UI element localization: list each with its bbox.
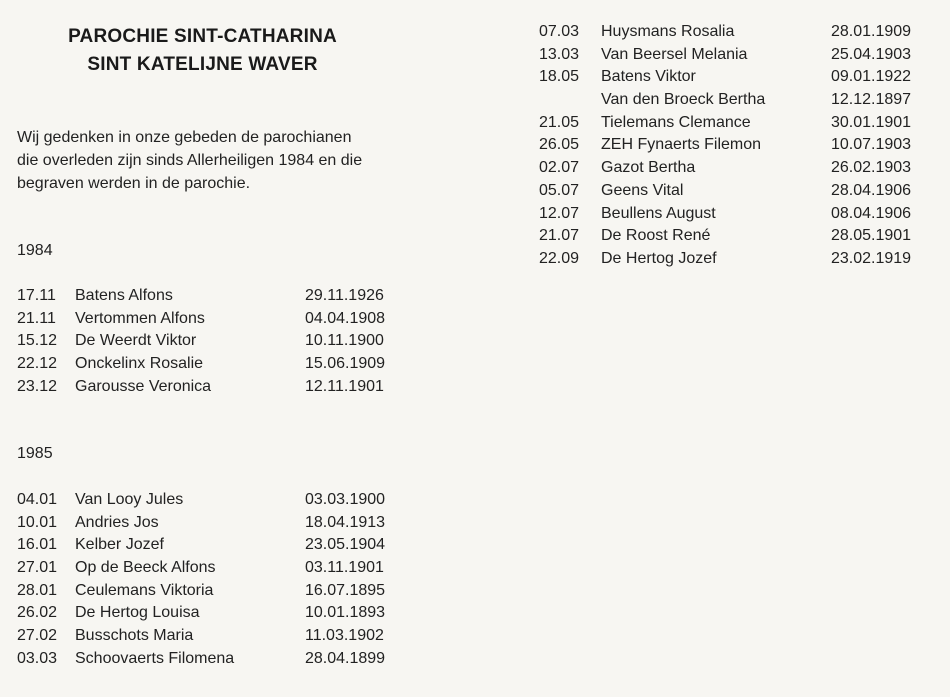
list-item bbox=[17, 625, 397, 648]
list-item bbox=[17, 376, 397, 399]
list-item bbox=[17, 330, 397, 353]
person-name: Garousse Veronica bbox=[75, 377, 212, 395]
list-item bbox=[539, 157, 929, 180]
birth-date: 09.01.1922 bbox=[831, 68, 912, 86]
death-date: 13.03 bbox=[539, 45, 580, 63]
death-date: 05.07 bbox=[539, 181, 580, 199]
person-name: Van den Broeck Bertha bbox=[601, 91, 766, 109]
list-item bbox=[539, 66, 929, 89]
death-date: 27.01 bbox=[17, 559, 58, 577]
death-date: 03.03 bbox=[17, 649, 58, 667]
person-name: Onckelinx Rosalie bbox=[75, 355, 204, 373]
list-item bbox=[539, 225, 929, 248]
intro-line-1: Wij gedenken in onze gebeden de parochianen bbox=[17, 129, 352, 146]
person-name: Schoovaerts Filomena bbox=[75, 649, 235, 667]
list-item bbox=[539, 248, 929, 271]
death-date: 10.01 bbox=[17, 513, 58, 531]
birth-date: 08.04.1906 bbox=[831, 204, 912, 222]
list-item bbox=[539, 21, 929, 44]
page-subtitle: SINT KATELIJNE WAVER bbox=[87, 54, 318, 75]
person-name: Ceulemans Viktoria bbox=[75, 581, 214, 599]
birth-date: 04.04.1908 bbox=[305, 309, 386, 327]
intro-paragraph bbox=[17, 126, 397, 195]
page-title: PAROCHIE SINT-CATHARINA bbox=[68, 26, 337, 47]
birth-date: 03.03.1900 bbox=[305, 491, 386, 508]
list-item bbox=[17, 557, 397, 580]
birth-date: 12.11.1901 bbox=[305, 377, 384, 395]
birth-date: 28.04.1906 bbox=[831, 181, 912, 199]
birth-date: 29.11.1926 bbox=[305, 287, 384, 304]
person-name: Andries Jos bbox=[75, 513, 159, 531]
year-heading-1984: 1984 bbox=[17, 242, 53, 259]
death-date: 21.07 bbox=[539, 227, 580, 245]
list-item bbox=[17, 308, 397, 331]
list-item bbox=[17, 602, 397, 625]
list-continued bbox=[539, 21, 929, 271]
list-1985 bbox=[17, 489, 397, 671]
birth-date: 18.04.1913 bbox=[305, 513, 386, 531]
death-date: 28.01 bbox=[17, 581, 58, 599]
birth-date: 23.02.1919 bbox=[831, 249, 912, 267]
person-name: Vertommen Alfons bbox=[75, 309, 205, 327]
list-item bbox=[539, 44, 929, 67]
person-name: De Weerdt Viktor bbox=[75, 332, 197, 350]
birth-date: 28.04.1899 bbox=[305, 649, 386, 667]
person-name: Van Beersel Melania bbox=[601, 45, 748, 63]
list-item bbox=[539, 89, 929, 112]
birth-date: 15.06.1909 bbox=[305, 355, 386, 373]
birth-date: 03.11.1901 bbox=[305, 559, 384, 577]
birth-date: 25.04.1903 bbox=[831, 45, 912, 63]
person-name: Geens Vital bbox=[601, 181, 684, 199]
list-item bbox=[17, 534, 397, 557]
birth-date: 10.01.1893 bbox=[305, 604, 386, 622]
death-date: 02.07 bbox=[539, 159, 580, 177]
list-item bbox=[17, 353, 397, 376]
birth-date: 26.02.1903 bbox=[831, 159, 912, 177]
death-date: 15.12 bbox=[17, 332, 58, 350]
person-name: Gazot Bertha bbox=[601, 159, 696, 177]
birth-date: 23.05.1904 bbox=[305, 536, 386, 554]
birth-date: 16.07.1895 bbox=[305, 581, 386, 599]
list-item bbox=[539, 203, 929, 226]
death-date: 23.12 bbox=[17, 377, 58, 395]
person-name: Tielemans Clemance bbox=[601, 113, 751, 131]
person-name: ZEH Fynaerts Filemon bbox=[601, 136, 762, 154]
list-item bbox=[17, 285, 397, 308]
list-item bbox=[17, 648, 397, 671]
list-item bbox=[539, 112, 929, 135]
list-1984 bbox=[17, 285, 397, 398]
person-name: Beullens August bbox=[601, 204, 716, 222]
person-name: Batens Viktor bbox=[601, 68, 696, 86]
birth-date: 28.05.1901 bbox=[831, 227, 912, 245]
death-date: 21.05 bbox=[539, 113, 580, 131]
person-name: De Hertog Jozef bbox=[601, 249, 717, 267]
birth-date: 11.03.1902 bbox=[305, 627, 384, 645]
person-name: De Hertog Louisa bbox=[75, 604, 200, 622]
death-date: 26.02 bbox=[17, 604, 58, 622]
death-date: 04.01 bbox=[17, 491, 58, 508]
death-date: 22.12 bbox=[17, 355, 58, 373]
year-heading-1985: 1985 bbox=[17, 445, 53, 462]
person-name: Busschots Maria bbox=[75, 627, 194, 645]
birth-date: 30.01.1901 bbox=[831, 113, 912, 131]
birth-date: 12.12.1897 bbox=[831, 91, 912, 109]
death-date: 27.02 bbox=[17, 627, 58, 645]
person-name: Van Looy Jules bbox=[75, 491, 184, 508]
death-date: 22.09 bbox=[539, 249, 580, 267]
person-name: Batens Alfons bbox=[75, 287, 173, 304]
death-date: 17.11 bbox=[17, 287, 56, 304]
person-name: Huysmans Rosalia bbox=[601, 23, 735, 40]
intro-line-3: begraven werden in de parochie. bbox=[17, 175, 251, 192]
death-date: 16.01 bbox=[17, 536, 58, 554]
list-item bbox=[17, 489, 397, 512]
list-item bbox=[17, 512, 397, 535]
death-date: 12.07 bbox=[539, 204, 580, 222]
death-date: 07.03 bbox=[539, 23, 580, 40]
list-item bbox=[539, 180, 929, 203]
person-name: Kelber Jozef bbox=[75, 536, 164, 554]
death-date: 18.05 bbox=[539, 68, 580, 86]
birth-date: 10.07.1903 bbox=[831, 136, 912, 154]
intro-line-2: die overleden zijn sinds Allerheiligen 1984 en die bbox=[17, 152, 363, 169]
death-date: 26.05 bbox=[539, 136, 580, 154]
birth-date: 10.11.1900 bbox=[305, 332, 384, 350]
death-date: 21.11 bbox=[17, 309, 56, 327]
list-item bbox=[17, 580, 397, 603]
person-name: Op de Beeck Alfons bbox=[75, 559, 216, 577]
person-name: De Roost René bbox=[601, 227, 711, 245]
birth-date: 28.01.1909 bbox=[831, 23, 912, 40]
list-item bbox=[539, 134, 929, 157]
